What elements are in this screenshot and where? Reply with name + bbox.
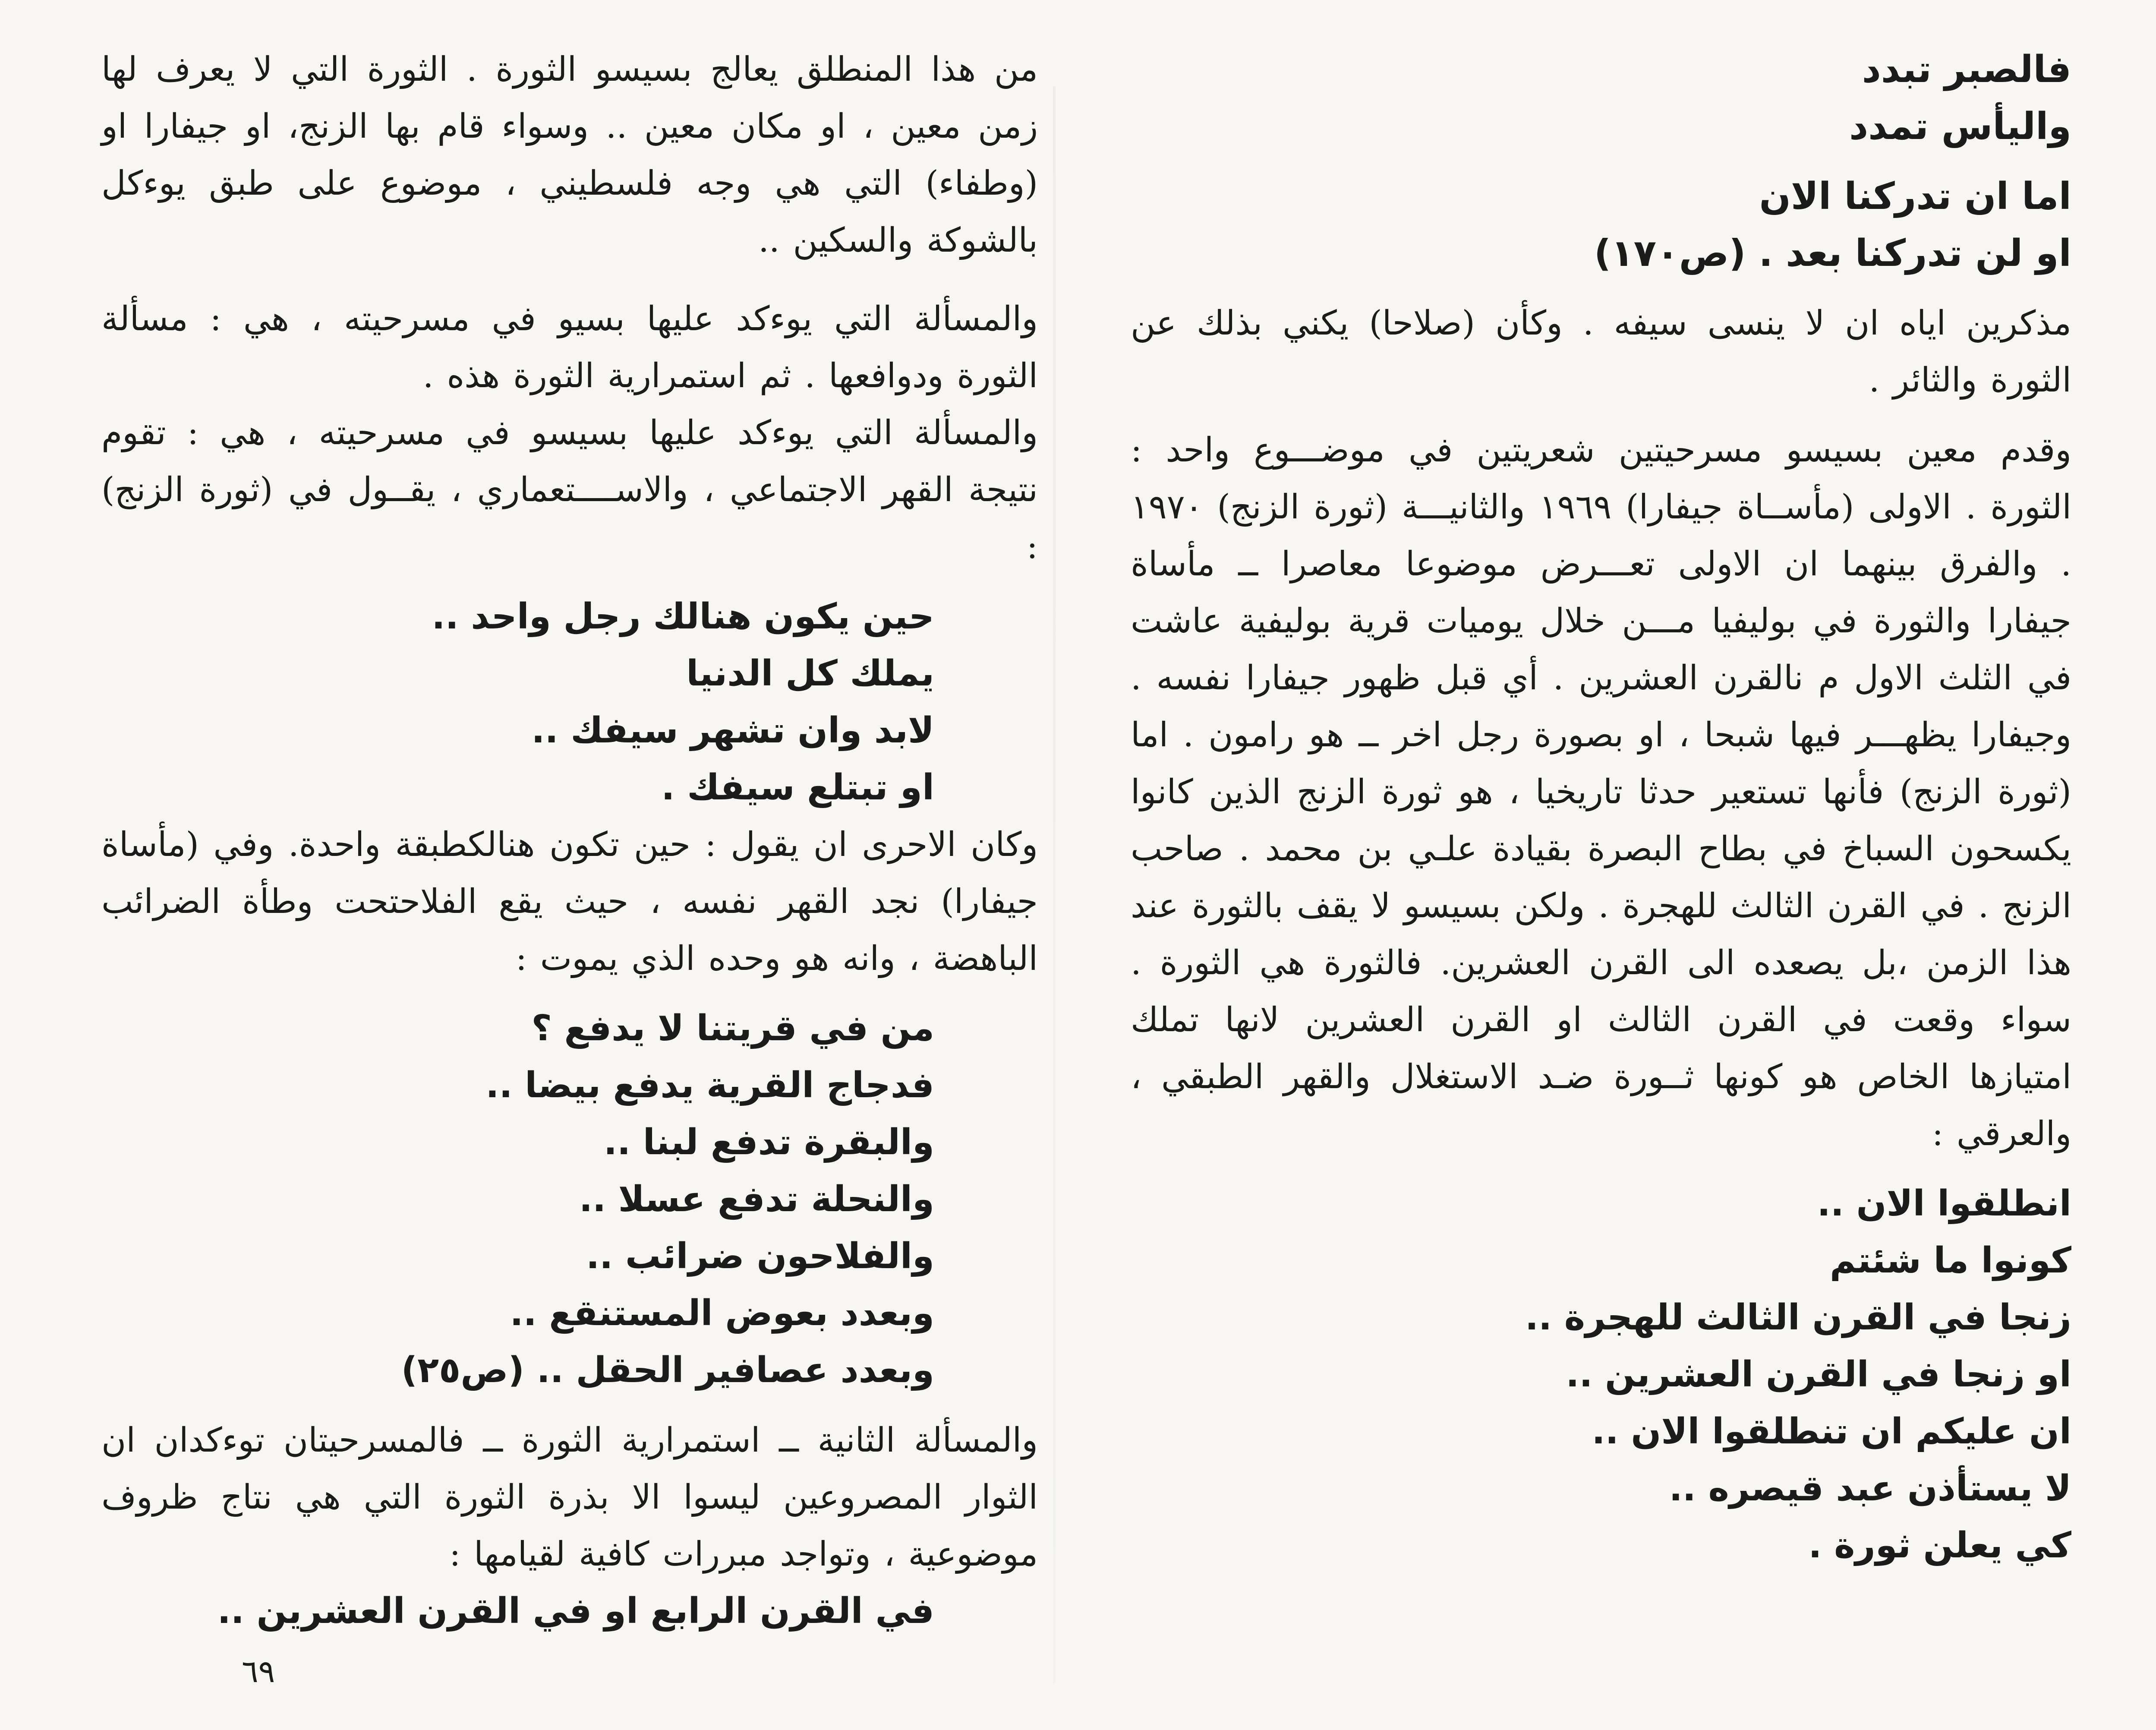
verse-line: او تبتلع سيفك .	[661, 767, 934, 808]
verse-line: في القرن الرابع او في القرن العشرين ..	[217, 1591, 934, 1632]
paragraph: وقدم معين بسيسو مسرحيتين شعريتين في موضـــوع واحد : الثورة . الاولى (مأســاة جيفارا) ١٩٦٩ والثانيـــة (ثورة الزنج) ١٩٧٠ . والفرق بينهما ان الاولى تعـــرض موضوعا معاصرا ــ مأساة جيفارا والثورة في بوليفيا مـــن خلال يوميات قرية بوليفية عاشت في الثلث الاول م نالقرن العشرين . أي قبل ظهور جيفارا نفسه . وجيفارا يظهـــر فيها شبحا ، او بصورة رجل اخر ــ هو رامون . اما (ثورة الزنج) فأنها تستعير حدثا تاريخيا ، هو ثورة الزنج الذين كانوا يكسحون السباخ في بطاح البصرة بقيادة علـي بن محمد . صاحب الزنج . في القرن الثالث للهجرة . ولكن بسيسو لا يقف بالثورة عند هذا الزمن ،بل يصعده الى القرن العشرين. فالثورة هي الثورة . سواء وقعت في القرن الثالث او القرن العشرين لانها تملك امتيازها الخاص هو كونها ثــورة ضـد الاستغلال والقهر الطبقي ، والعرقي :	[1131, 431, 2071, 1153]
verse-line: كونوا ما شئتم	[1830, 1240, 2071, 1281]
paragraph: والمسألة التي يوءكد عليها بسيسو في مسرحيته ، هي : تقوم نتيجة القهر الاجتماعي ، والاســــتعماري ، يقــول في (ثورة الزنج) :	[101, 414, 1038, 566]
right-page-text	[1131, 41, 2071, 1574]
verse-line: وبعدد بعوض المستنقع ..	[510, 1293, 934, 1334]
left-page-text	[101, 41, 1038, 1640]
verse-block	[1131, 1175, 2071, 1574]
verse-line: لابد وان تشهر سيفك ..	[531, 710, 934, 751]
verse-line: والفلاحون ضرائب ..	[586, 1236, 934, 1277]
paragraph: من هذا المنطلق يعالج بسيسو الثورة . الثورة التي لا يعرف لها زمن معين ، او مكان معين .. وسواء قام بها الزنج، او جيفارا او (وطفاء) التي هي وجه فلسطيني ، موضوع على طبق يوءكل بالشوكة والسكين ..	[101, 50, 1038, 260]
verse-line: فدجاج القرية يدفع بيضا ..	[485, 1065, 934, 1106]
book-gutter	[1053, 86, 1056, 1683]
paragraph: مذكرين اياه ان لا ينسى سيفه . وكأن (صلاحا) يكني بذلك عن الثورة والثائر .	[1131, 304, 2071, 400]
verse-line: من في قريتنا لا يدفع ؟	[531, 1008, 934, 1049]
paragraph: وكان الاحرى ان يقول : حين تكون هنالكطبقة واحدة. وفي (مأساة جيفارا) نجد القهر نفسه ، حيث يقع الفلاحتحت وطأة الضرائب الباهضة ، وانه هو وحده الذي يموت :	[101, 825, 1038, 978]
verse-line: انطلقوا الان ..	[1817, 1183, 2071, 1224]
verse-block	[1131, 168, 2071, 282]
verse-block	[101, 588, 1038, 816]
verse-line: فالصبر تبدد	[1862, 48, 2071, 91]
verse-block	[1131, 41, 2071, 155]
verse-line: زنجا في القرن الثالث للهجرة ..	[1525, 1297, 2071, 1338]
verse-line: حين يكون هنالك رجل واحد ..	[432, 596, 934, 637]
verse-line: اما ان تدركنا الان	[1759, 175, 2071, 218]
verse-line: يملك كل الدنيا	[686, 653, 934, 694]
verse-line: وبعدد عصافير الحقل .. (ص٢٥)	[401, 1350, 934, 1391]
verse-line: او لن تدركنا بعد . (ص١٧٠)	[1594, 232, 2071, 275]
verse-block	[101, 1583, 1038, 1640]
verse-line: والنحلة تدفع عسلا ..	[579, 1179, 934, 1220]
verse-line: كي يعلن ثورة .	[1808, 1525, 2071, 1566]
verse-line: او زنجا في القرن العشرين ..	[1566, 1354, 2071, 1395]
page-number: ٦٩	[242, 1653, 275, 1689]
verse-line: ان عليكم ان تنطلقوا الان ..	[1592, 1411, 2071, 1452]
verse-block	[101, 1000, 1038, 1399]
verse-line: والبقرة تدفع لبنا ..	[603, 1122, 934, 1163]
verse-line: لا يستأذن عبد قيصره ..	[1669, 1468, 2071, 1509]
paragraph: والمسألة الثانية ــ استمرارية الثورة ــ فالمسرحيتان توءكدان ان الثوار المصروعين ليسوا الا بذرة الثورة التي هي نتاج ظروف موضوعية ، وتواجد مبررات كافية لقيامها :	[101, 1421, 1038, 1574]
verse-line: واليأس تمدد	[1849, 105, 2071, 148]
paragraph: والمسألة التي يوءكد عليها بسيو في مسرحيته ، هي : مسألة الثورة ودوافعها . ثم استمرارية الثورة هذه .	[101, 300, 1038, 395]
